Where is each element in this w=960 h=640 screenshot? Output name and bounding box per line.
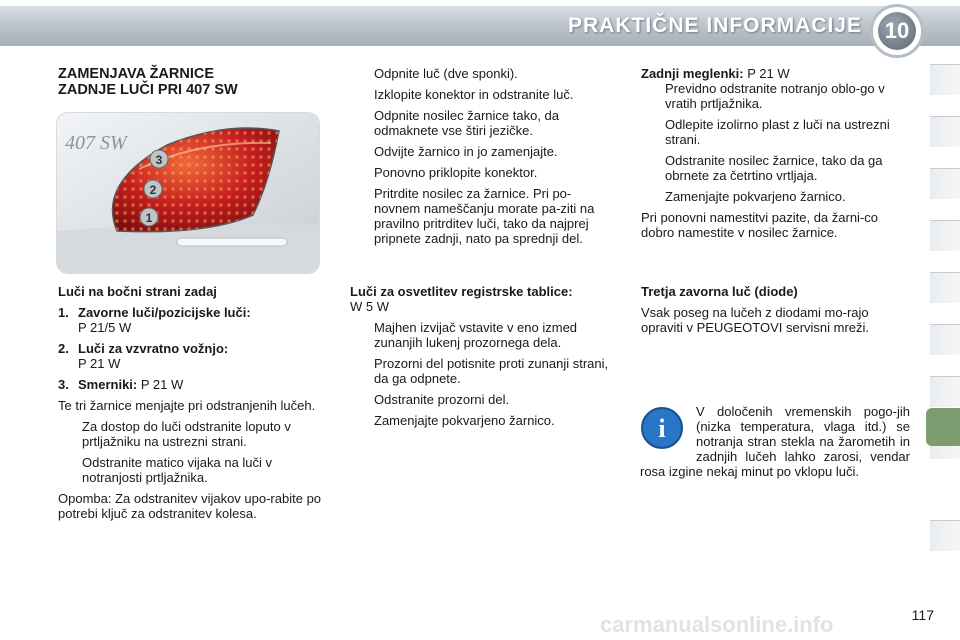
svg-text:i: i: [658, 414, 666, 443]
chapter-tab[interactable]: [930, 220, 960, 251]
item-number: 3.: [58, 377, 69, 392]
tail-light-photo: [56, 112, 320, 274]
chapter-tab[interactable]: [930, 324, 960, 355]
bulb-item: [58, 305, 322, 335]
model-badge: 407 SW: [65, 132, 127, 154]
chapter-tab[interactable]: [930, 376, 960, 407]
fog-label: Zadnji meglenki:: [641, 66, 744, 81]
fog-lights: [641, 66, 907, 81]
bulb-item: [58, 377, 322, 392]
callout-3: [150, 150, 168, 168]
chapter-tab[interactable]: [930, 116, 960, 147]
bullet-item: Odstranite nosilec žarnice, tako da ga obrnete za četrtino vrtljaja.: [665, 153, 883, 183]
watermark: carmanualsonline.info: [600, 612, 834, 637]
page-header: [0, 0, 960, 52]
paragraph: Vsak poseg na lučeh z diodami mo-rajo opraviti v PEUGEOTOVI servisni mreži.: [641, 305, 870, 335]
bullet-item: Odvijte žarnico in jo zamenjajte.: [374, 144, 558, 159]
item-label: Luči za vzvratno vožnjo:: [78, 341, 229, 356]
middle-column-top: [350, 66, 612, 252]
fog-value: P 21 W: [747, 66, 790, 81]
info-icon: [640, 406, 684, 450]
bullet-item: Izklopite konektor in odstranite luč.: [374, 87, 574, 102]
middle-column-bottom: [350, 284, 612, 434]
bullet-item: Odstranite matico vijaka na luči v notranjosti prtljažnika.: [82, 455, 273, 485]
page-number: 117: [911, 607, 934, 623]
svg-text:3: 3: [155, 153, 163, 167]
side-lights-subhead: Luči na bočni strani zadaj: [58, 284, 217, 299]
info-box: [640, 404, 910, 479]
bullet-item: Ponovno priklopite konektor.: [374, 165, 538, 180]
svg-text:1: 1: [145, 211, 153, 225]
bullet-item: Prozorni del potisnite proti zunanji strani, da ga odpnete.: [374, 356, 609, 386]
paragraph: Te tri žarnice menjajte pri odstranjenih lučeh.: [58, 398, 316, 413]
paragraph: Opomba: Za odstranitev vijakov upo-rabite po potrebi ključ za odstranitev kolesa.: [58, 491, 322, 521]
left-column: [58, 66, 323, 98]
bullet-item: Odpnite luč (dve sponki).: [374, 66, 518, 81]
plate-value: W 5 W: [350, 299, 389, 314]
chapter-tab[interactable]: [930, 168, 960, 199]
item-value: P 21 W: [140, 377, 184, 392]
item-number: 2.: [58, 341, 69, 356]
third-brake-title: Tretja zavorna luč (diode): [641, 284, 798, 299]
section-title-line1: ZAMENJAVA ŽARNICE: [58, 66, 215, 82]
right-column-top: [641, 66, 907, 246]
bullet-item: Zamenjajte pokvarjeno žarnico.: [665, 189, 846, 204]
callout-2: [144, 180, 162, 198]
item-value: P 21 W: [78, 356, 121, 371]
page-title: PRAKTIČNE INFORMACIJE: [567, 14, 862, 37]
item-number: 1.: [58, 305, 69, 320]
chapter-tab[interactable]: [930, 272, 960, 303]
plate-lights: [350, 284, 612, 314]
item-value: P 21/5 W: [78, 320, 132, 335]
chapter-badge: [870, 4, 924, 58]
chapter-tab[interactable]: [930, 64, 960, 95]
bullet-item: Odstranite prozorni del.: [374, 392, 510, 407]
paragraph: Pri ponovni namestitvi pazite, da žarni-co dobro namestite v nosilec žarnice.: [641, 210, 879, 240]
svg-text:2: 2: [149, 183, 157, 197]
bulb-item: [58, 341, 322, 371]
bullet-item: Pritrdite nosilec za žarnice. Pri po-novnem nameščanju morate pa-ziti na pravilno pritrditev luči, tako da najprej pripnete zadnji, nato pa sprednji del.: [374, 186, 595, 246]
chapter-tab[interactable]: [930, 520, 960, 551]
chapter-tab-active[interactable]: [926, 408, 960, 446]
bullet-item: Previdno odstranite notranjo oblo-go v vratih prtljažnika.: [665, 81, 885, 111]
bullet-item: Odlepite izolirno plast z luči na ustrezni strani.: [665, 117, 890, 147]
bullet-item: Majhen izvijač vstavite v eno izmed zunanjih lukenj prozornega dela.: [374, 320, 578, 350]
bullet-item: Odpnite nosilec žarnice tako, da odmaknete vse štiri jezičke.: [374, 108, 559, 138]
right-column-bottom: [641, 284, 907, 341]
info-text: V določenih vremenskih pogo-jih (nizka temperatura, vlaga itd.) se notranja stran stekla na žarometih in zadnjih lučeh lahko zarosi, vendar rosa izgine nekaj minut po vklopu luči.: [640, 404, 910, 479]
tail-light-illustration: [57, 113, 319, 273]
plate-title: Luči za osvetlitev registrske tablice:: [350, 284, 573, 299]
bullet-item: Za dostop do luči odstranite loputo v prtljažniku na ustrezni strani.: [82, 419, 291, 449]
callout-1: [140, 208, 158, 226]
chapter-tabs: [930, 64, 960, 574]
item-label: Smerniki:: [78, 377, 138, 392]
section-title-line2: ZADNJE LUČI PRI 407 SW: [58, 82, 238, 98]
chapter-number: 10: [878, 12, 916, 50]
bullet-item: Zamenjajte pokvarjeno žarnico.: [374, 413, 555, 428]
left-text: [58, 284, 322, 527]
item-label: Zavorne luči/pozicijske luči:: [78, 305, 251, 320]
